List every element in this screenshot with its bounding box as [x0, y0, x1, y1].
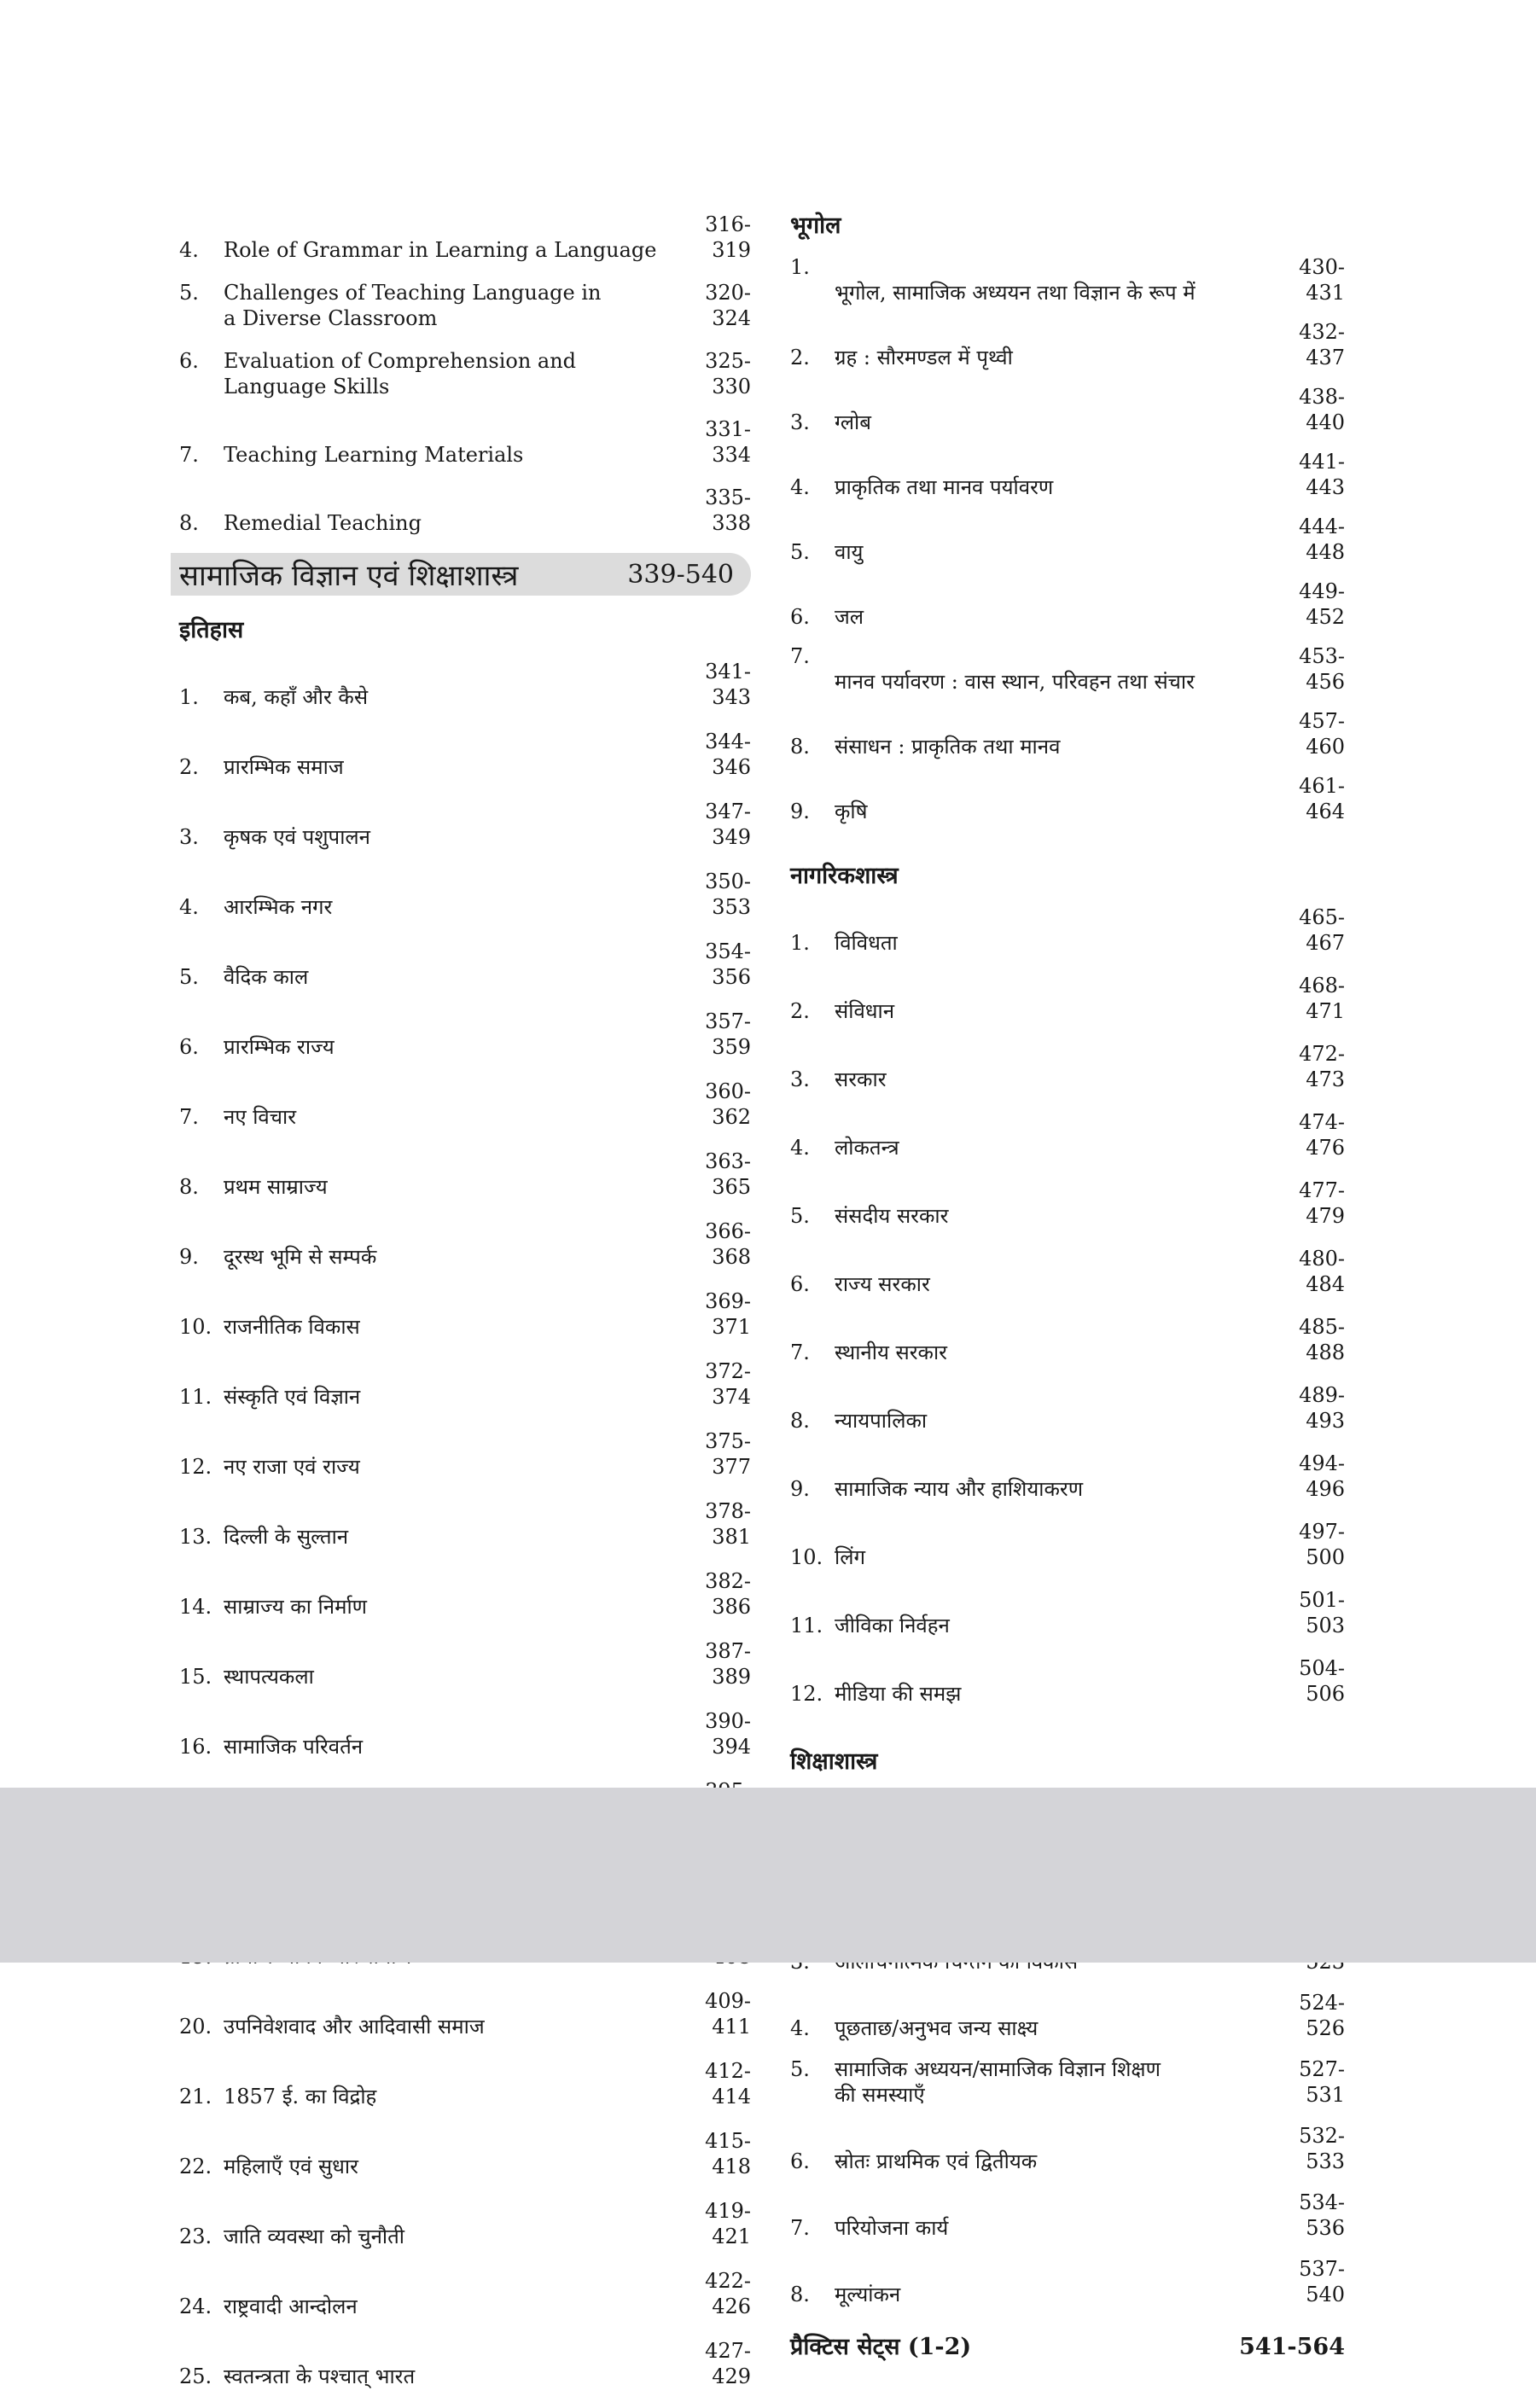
toc-entry[interactable] [179, 1498, 751, 1550]
entry-pages: 378-381 [705, 1499, 751, 1549]
toc-entry[interactable] [790, 1587, 1345, 1638]
entry-pages: 366-368 [705, 1219, 751, 1269]
toc-entry[interactable] [179, 659, 751, 710]
entry-number: 24. [179, 2295, 212, 2318]
entry-title: संसाधन : प्राकृतिक तथा मानव [835, 735, 1061, 759]
entry-title: Role of Grammar in Learning a Language [224, 238, 657, 262]
entry-title: ग्लोब [835, 410, 871, 434]
entry-pages: 432-437 [1299, 320, 1345, 369]
entry-number: 15. [179, 1665, 212, 1689]
entry-number: 8. [790, 735, 810, 759]
entry-title: Remedial Teaching [224, 511, 422, 535]
entry-number: 12. [790, 1682, 823, 1706]
entry-title: लोकतन्त्र [835, 1136, 899, 1160]
entry-title: वायु [835, 540, 864, 564]
entry-pages: 524-526 [1299, 1991, 1345, 2040]
entry-title: कृषि [835, 800, 868, 823]
toc-entry[interactable] [179, 729, 751, 780]
entry-number: 2. [790, 346, 810, 369]
entry-pages: 504-506 [1299, 1656, 1345, 1706]
section-banner[interactable] [171, 553, 751, 596]
entry-pages: 449-452 [1299, 579, 1345, 629]
entry-title: Evaluation of Comprehension and Language Skills [224, 349, 577, 398]
entry-number: 3. [790, 1067, 810, 1091]
entry-pages: 354-356 [705, 939, 751, 989]
entry-number: 2. [179, 755, 199, 779]
entry-number: 4. [790, 2016, 810, 2040]
entry-pages: 357-359 [705, 1009, 751, 1059]
entry-number: 5. [790, 540, 810, 564]
entry-number: 2. [790, 999, 810, 1023]
section-heading: नागरिकशास्त्र [790, 863, 899, 889]
entry-title: साम्राज्य का निर्माण [224, 1595, 368, 1619]
practice-sets-entry[interactable] [790, 2333, 1345, 2362]
entry-title: दूरस्थ भूमि से सम्पर्क [224, 1245, 377, 1269]
entry-title: जीविका निर्वहन [835, 1614, 950, 1637]
entry-pages: 387-389 [705, 1639, 751, 1689]
toc-entry[interactable] [179, 1708, 751, 1759]
entry-number: 5. [179, 281, 199, 305]
entry-title: वैदिक काल [224, 965, 309, 989]
toc-entry[interactable] [179, 2128, 751, 2179]
geography-section [790, 212, 1345, 824]
entry-number: 16. [179, 1735, 212, 1759]
toc-entry[interactable] [179, 2198, 751, 2249]
entry-number: 8. [179, 511, 199, 535]
entry-number: 13. [179, 1525, 212, 1549]
entry-pages: 375-377 [705, 1429, 751, 1479]
toc-entry[interactable] [790, 449, 1345, 500]
toc-entry[interactable] [179, 799, 751, 850]
entry-pages: 427-429 [705, 2339, 751, 2388]
toc-entry[interactable] [790, 514, 1345, 565]
entry-pages: 430-431 [1299, 255, 1345, 305]
entry-pages: 468-471 [1299, 974, 1345, 1023]
entry-pages: 534-536 [1299, 2190, 1345, 2240]
toc-entry[interactable] [179, 2268, 751, 2319]
entry-title: जल [835, 605, 864, 629]
entry-number: 6. [790, 1272, 810, 1296]
entry-pages: 532-533 [1299, 2124, 1345, 2173]
entry-number: 4. [179, 238, 199, 262]
entry-number: 11. [179, 1385, 212, 1409]
entry-title: 1857 ई. का विद्रोह [224, 2085, 377, 2108]
entry-title: स्थानीय सरकार [835, 1341, 947, 1364]
footer-band [0, 1788, 1536, 1963]
entry-title: जाति व्यवस्था को चुनौती [224, 2225, 405, 2248]
entry-number: 9. [790, 1477, 810, 1501]
entry-title: मीडिया की समझ [835, 1682, 962, 1706]
entry-pages: 465-467 [1299, 905, 1345, 955]
toc-entry[interactable] [179, 1568, 751, 1620]
entry-pages: 438-440 [1299, 385, 1345, 434]
toc-entry[interactable] [790, 579, 1345, 630]
toc-entry[interactable] [790, 1246, 1345, 1297]
entry-pages: 369-371 [705, 1289, 751, 1339]
entry-number: 6. [179, 1035, 199, 1059]
toc-entry[interactable] [790, 384, 1345, 435]
entry-pages: 415-418 [705, 2129, 751, 2178]
toc-entry[interactable] [179, 1638, 751, 1690]
toc-entry[interactable] [790, 254, 1345, 305]
entry-pages: 372-374 [705, 1359, 751, 1409]
toc-entry[interactable] [179, 1988, 751, 2039]
civics-section [790, 862, 1345, 1707]
toc-entry[interactable] [179, 485, 751, 536]
toc-entry[interactable] [790, 773, 1345, 824]
entry-number: 5. [790, 1204, 810, 1228]
entry-number: 7. [179, 443, 199, 467]
entry-number: 21. [179, 2085, 212, 2108]
english-section [179, 212, 751, 536]
toc-entry[interactable] [179, 212, 751, 263]
entry-title: नए विचार [224, 1105, 297, 1129]
entry-pages: 444-448 [1299, 515, 1345, 564]
toc-entry[interactable] [179, 416, 751, 468]
entry-title: सामाजिक न्याय और हाशियाकरण [835, 1477, 1084, 1501]
entry-title: लिंग [835, 1545, 865, 1569]
section-heading: शिक्षाशास्त्र [790, 1748, 878, 1775]
history-section [179, 616, 751, 2389]
entry-number: 3. [179, 825, 199, 849]
entry-number: 10. [790, 1545, 823, 1569]
entry-title: स्थापत्यकला [224, 1665, 314, 1689]
entry-number: 7. [790, 1341, 810, 1364]
entry-number: 1. [790, 931, 810, 955]
entry-number: 5. [179, 965, 199, 989]
toc-entry[interactable] [179, 2338, 751, 2389]
entry-pages: 477-479 [1299, 1178, 1345, 1228]
toc-entry[interactable] [179, 1428, 751, 1480]
entry-title: दिल्ली के सुल्तान [224, 1525, 349, 1549]
section-heading: भूगोल [790, 212, 841, 239]
toc-entry[interactable] [179, 1149, 751, 1200]
entry-pages: 341-343 [705, 660, 751, 709]
entry-number: 7. [790, 644, 810, 668]
entry-title: कब, कहाँ और कैसे [224, 685, 369, 709]
toc-entry[interactable] [179, 1079, 751, 1130]
entry-number: 14. [179, 1595, 212, 1619]
entry-pages: 390-394 [705, 1709, 751, 1759]
entry-title: नए राजा एवं राज्य [224, 1455, 360, 1479]
entry-title: राज्य सरकार [835, 1272, 930, 1296]
entry-pages: 325-330 [705, 349, 751, 398]
toc-entry[interactable] [179, 1288, 751, 1340]
geography-list [790, 254, 1345, 824]
entry-number: 7. [790, 2216, 810, 2240]
entry-title: Teaching Learning Materials [224, 443, 524, 467]
entry-number: 8. [790, 1409, 810, 1433]
entry-pages: 489-493 [1299, 1383, 1345, 1433]
entry-number: 7. [179, 1105, 199, 1129]
right-column [790, 212, 1345, 2362]
entry-pages: 347-349 [705, 800, 751, 849]
entry-title: संविधान [835, 999, 895, 1023]
entry-number: 9. [179, 1245, 199, 1269]
entry-title: संसदीय सरकार [835, 1204, 949, 1228]
entry-pages: 335-338 [705, 486, 751, 535]
toc-entry[interactable] [790, 2056, 1345, 2108]
section-heading: इतिहास [179, 617, 244, 643]
entry-pages: 331-334 [705, 417, 751, 467]
entry-number: 9. [790, 800, 810, 823]
entry-title: सामाजिक अध्ययन/सामाजिक विज्ञान शिक्षण की समस्याएँ [835, 2057, 1161, 2107]
entry-pages: 537-540 [1299, 2257, 1345, 2306]
entry-title: प्रारम्भिक राज्य [224, 1035, 335, 1059]
entry-pages: 485-488 [1299, 1315, 1345, 1364]
entry-pages: 457-460 [1299, 709, 1345, 759]
toc-entry[interactable] [790, 973, 1345, 1024]
toc-entry[interactable] [790, 1655, 1345, 1707]
entry-number: 3. [790, 410, 810, 434]
entry-number: 6. [790, 2149, 810, 2173]
practice-title: प्रैक्टिस सेट्स (1-2) [790, 2334, 972, 2360]
entry-number: 12. [179, 1455, 212, 1479]
entry-title: विविधता [835, 931, 898, 955]
toc-entry[interactable] [179, 1358, 751, 1410]
toc-entry[interactable] [179, 280, 751, 331]
toc-entry[interactable] [179, 1009, 751, 1060]
banner-pages: 339-540 [627, 559, 734, 590]
entry-number: 4. [790, 1136, 810, 1160]
entry-title: न्यायपालिका [835, 1409, 928, 1433]
entry-pages: 501-503 [1299, 1588, 1345, 1637]
entry-pages: 422-426 [705, 2269, 751, 2318]
entry-pages: 480-484 [1299, 1247, 1345, 1296]
entry-title: मूल्यांकन [835, 2283, 901, 2306]
toc-entry[interactable] [790, 1990, 1345, 2041]
entry-pages: 360-362 [705, 1079, 751, 1129]
entry-title: भूगोल, सामाजिक अध्ययन तथा विज्ञान के रूप में [835, 281, 1196, 305]
toc-entry[interactable] [790, 643, 1345, 695]
entry-pages: 472-473 [1299, 1042, 1345, 1091]
entry-title: प्रारम्भिक समाज [224, 755, 344, 779]
entry-number: 20. [179, 2015, 212, 2039]
entry-number: 11. [790, 1614, 823, 1637]
entry-title: स्रोतः प्राथमिक एवं द्वितीयक [835, 2149, 1038, 2173]
entry-title: प्राकृतिक तथा मानव पर्यावरण [835, 475, 1054, 499]
civics-list [790, 904, 1345, 1707]
entry-number: 23. [179, 2225, 212, 2248]
entry-title: आरम्भिक नगर [224, 895, 333, 919]
toc-entry[interactable] [790, 319, 1345, 370]
entry-number: 8. [179, 1175, 199, 1199]
toc-entry[interactable] [790, 2123, 1345, 2174]
entry-pages: 497-500 [1299, 1520, 1345, 1569]
toc-entry[interactable] [179, 348, 751, 399]
entry-number: 8. [790, 2283, 810, 2306]
entry-pages: 441-443 [1299, 450, 1345, 499]
entry-number: 6. [790, 605, 810, 629]
banner-title: सामाजिक विज्ञान एवं शिक्षाशास्त्र [179, 559, 519, 593]
entry-pages: 363-365 [705, 1149, 751, 1199]
entry-pages: 527-531 [1299, 2057, 1345, 2107]
toc-entry[interactable] [790, 1382, 1345, 1434]
entry-title: Challenges of Teaching Language in a Diverse Classroom [224, 281, 602, 330]
entry-number: 4. [790, 475, 810, 499]
entry-title: मानव पर्यावरण : वास स्थान, परिवहन तथा संचार [835, 670, 1195, 694]
entry-number: 25. [179, 2364, 212, 2388]
entry-pages: 474-476 [1299, 1110, 1345, 1160]
entry-pages: 409-411 [705, 1989, 751, 2039]
entry-number: 1. [790, 255, 810, 279]
toc-entry[interactable] [179, 1219, 751, 1270]
entry-number: 22. [179, 2155, 212, 2178]
toc-entry[interactable] [790, 1451, 1345, 1502]
toc-entry[interactable] [179, 869, 751, 920]
entry-title: राजनीतिक विकास [224, 1315, 360, 1339]
entry-pages: 344-346 [705, 730, 751, 779]
entry-title: स्वतन्त्रता के पश्चात् भारत [224, 2364, 416, 2388]
entry-pages: 320-324 [705, 281, 751, 330]
entry-number: 6. [179, 349, 199, 373]
entry-title: महिलाएँ एवं सुधार [224, 2155, 358, 2178]
toc-entry[interactable] [790, 2190, 1345, 2241]
practice-pages: 541-564 [1239, 2334, 1345, 2360]
entry-pages: 316-319 [705, 212, 751, 262]
entry-title: राष्ट्रवादी आन्दोलन [224, 2295, 358, 2318]
toc-entry[interactable] [790, 1041, 1345, 1092]
entry-number: 4. [179, 895, 199, 919]
entry-pages: 382-386 [705, 1569, 751, 1619]
entry-title: सामाजिक परिवर्तन [224, 1735, 364, 1759]
toc-entry[interactable] [790, 708, 1345, 759]
entry-title: परियोजना कार्य [835, 2216, 949, 2240]
entry-pages: 453-456 [1299, 644, 1345, 694]
entry-title: संस्कृति एवं विज्ञान [224, 1385, 361, 1409]
entry-pages: 412-414 [705, 2059, 751, 2108]
toc-entry[interactable] [790, 904, 1345, 956]
left-column [179, 212, 751, 2408]
entry-title: कृषक एवं पशुपालन [224, 825, 371, 849]
toc-entry[interactable] [179, 2058, 751, 2109]
toc-entry[interactable] [790, 1178, 1345, 1229]
entry-pages: 461-464 [1299, 774, 1345, 823]
toc-entry[interactable] [790, 2256, 1345, 2307]
entry-number: 5. [790, 2057, 810, 2081]
toc-entry[interactable] [790, 1109, 1345, 1160]
entry-pages: 419-421 [705, 2199, 751, 2248]
toc-entry[interactable] [790, 1519, 1345, 1570]
entry-number: 1. [179, 685, 199, 709]
toc-entry[interactable] [790, 1314, 1345, 1365]
entry-title: सरकार [835, 1067, 887, 1091]
entry-pages: 494-496 [1299, 1451, 1345, 1501]
toc-entry[interactable] [179, 939, 751, 990]
entry-pages: 350-353 [705, 870, 751, 919]
entry-number: 10. [179, 1315, 212, 1339]
entry-title: पूछताछ/अनुभव जन्य साक्ष्य [835, 2016, 1039, 2040]
entry-title: प्रथम साम्राज्य [224, 1175, 328, 1199]
entry-title: उपनिवेशवाद और आदिवासी समाज [224, 2015, 485, 2039]
history-list [179, 659, 751, 2389]
entry-title: ग्रह : सौरमण्डल में पृथ्वी [835, 346, 1013, 369]
